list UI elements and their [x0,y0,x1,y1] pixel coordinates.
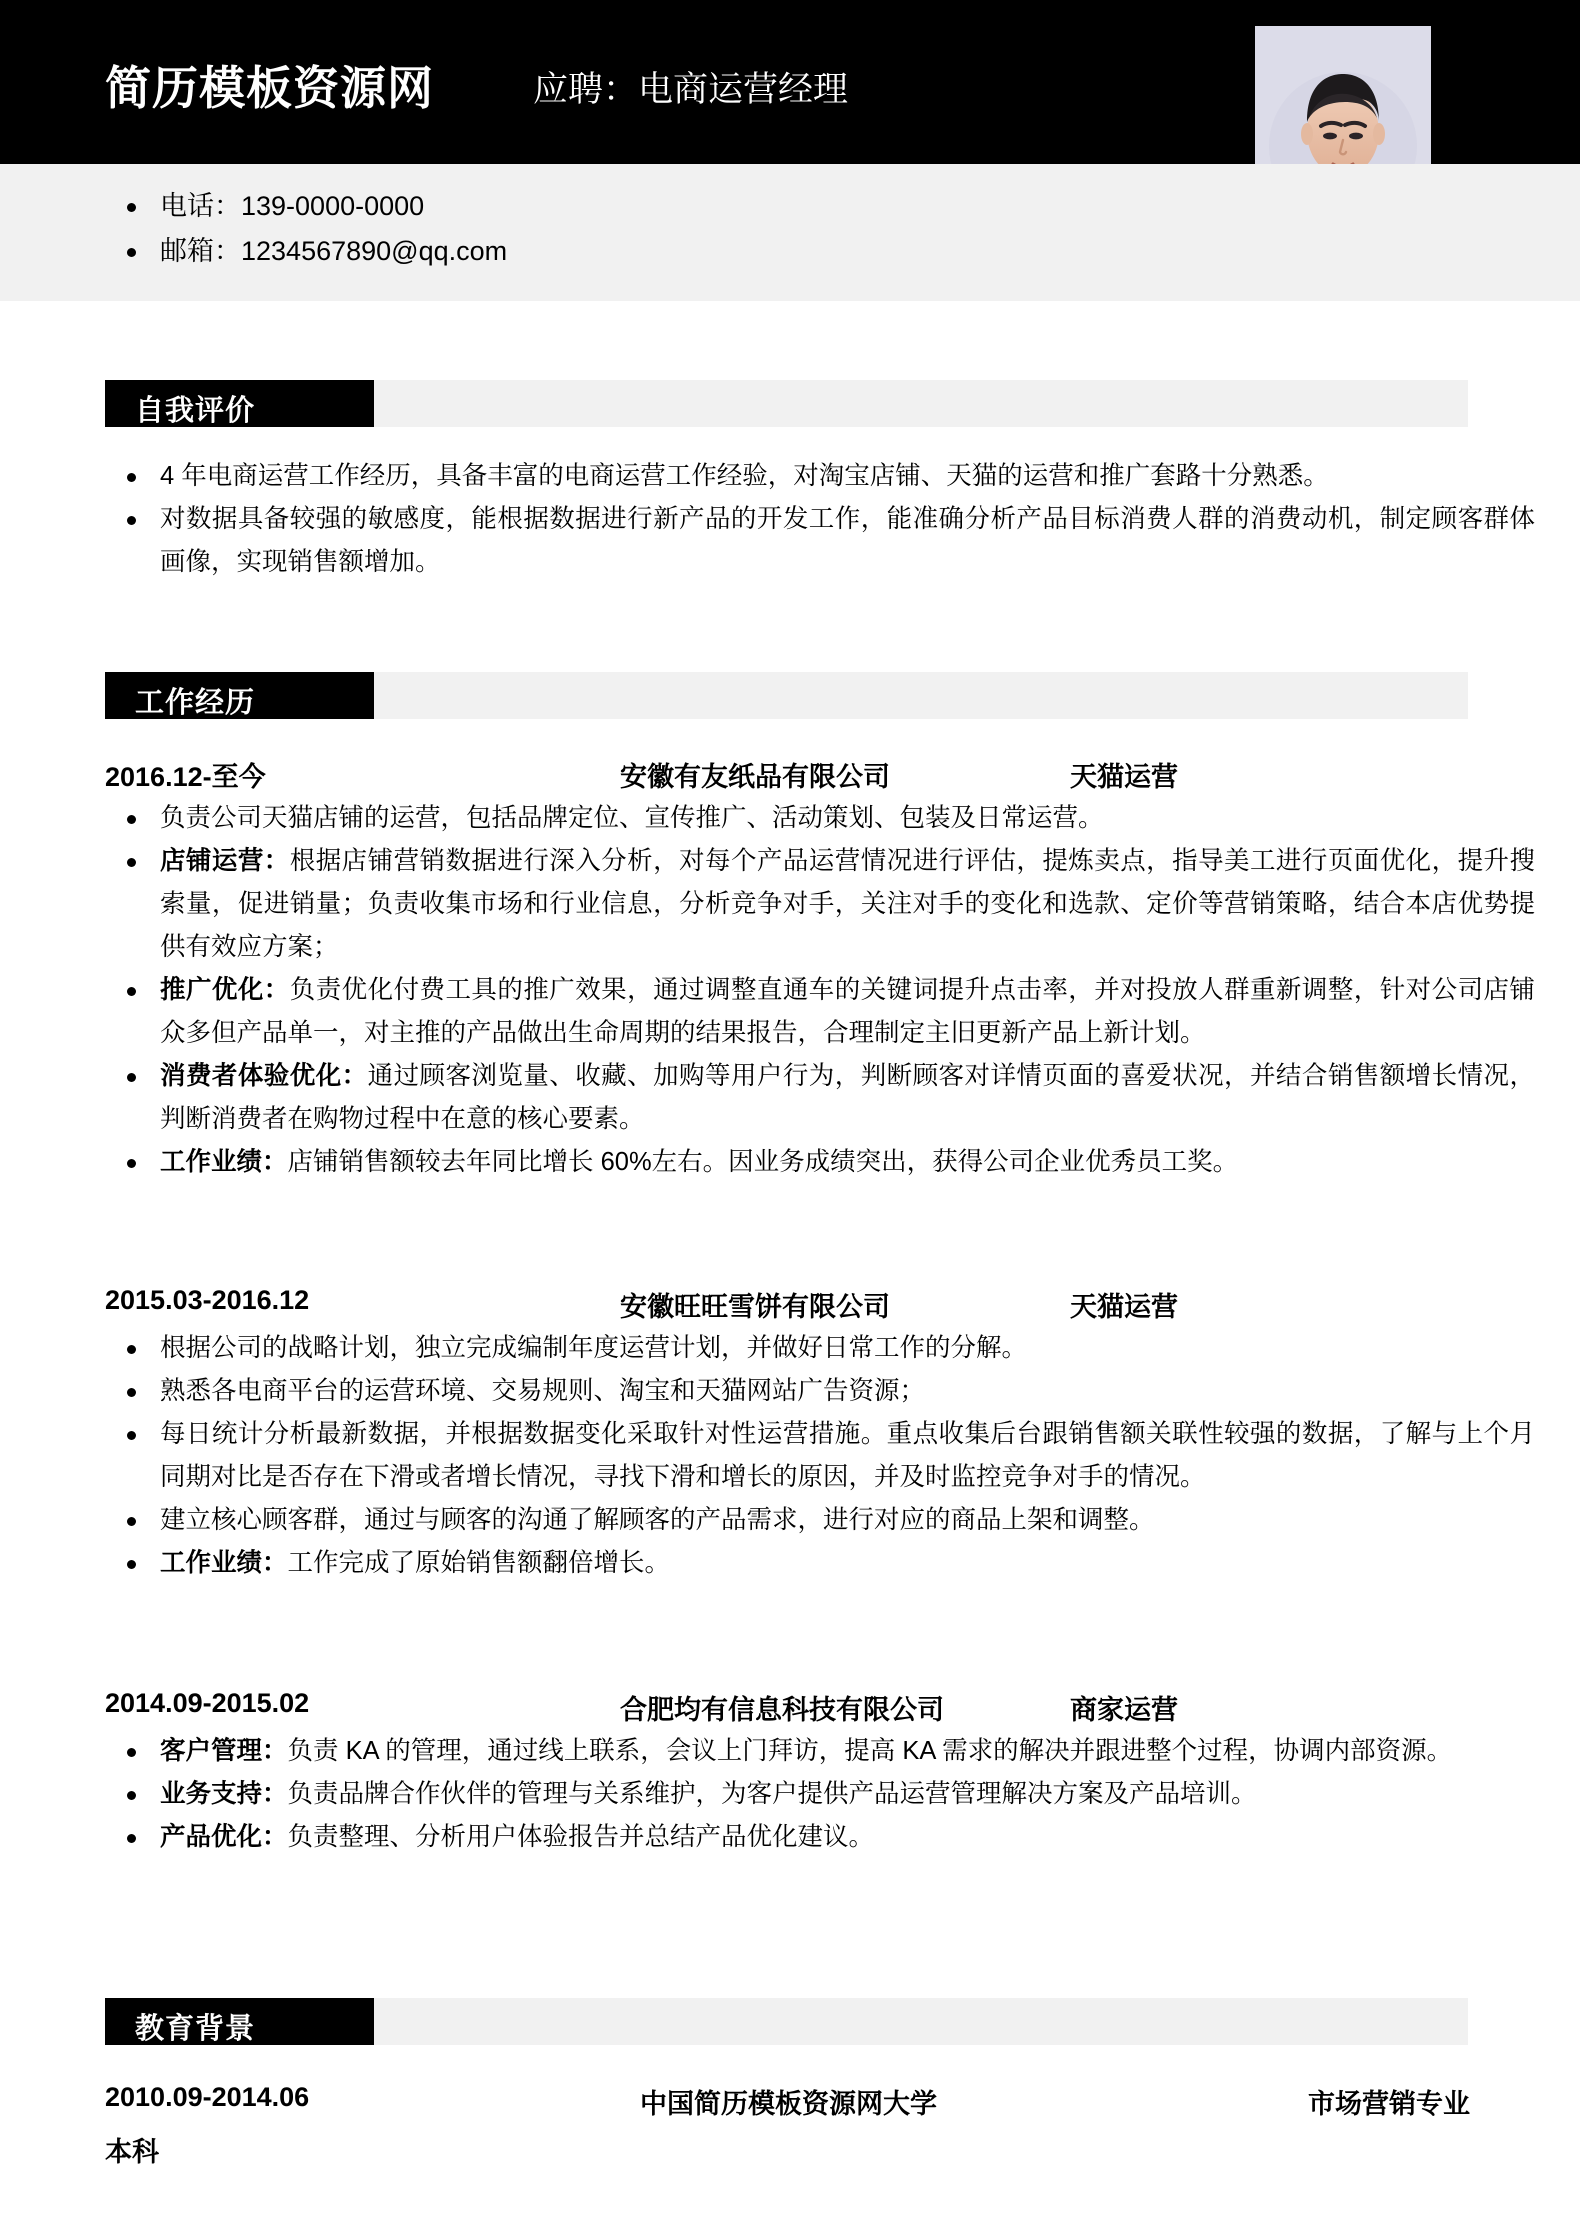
education-major: 市场营销专业 [1308,2089,1470,2119]
brand-title: 简历模板资源网 [105,62,434,114]
bullet-text: 工作完成了原始销售额翻倍增长。 [287,1549,671,1577]
bullet-text: 店铺销售额较去年同比增长 60%左右。因业务成绩突出，获得公司企业优秀员工奖。 [287,1148,1239,1176]
education-degree: 本科 [105,2137,159,2167]
bullet-lead: 工作业绩： [160,1148,288,1176]
applied-position-title: 应聘：电商运营经理 [533,70,849,109]
list-item [160,969,1535,1055]
job-role: 天猫运营 [1070,762,1178,792]
bullet-text: 负责整理、分析用户体验报告并总结产品优化建议。 [287,1823,875,1851]
list-item [160,1370,1535,1413]
bullet-lead: 店铺运营： [160,847,290,875]
contact-item-email: 邮箱：1234567890@qq.com [160,229,507,274]
list-item [160,1542,1535,1585]
list-item [160,1413,1535,1499]
list-item [160,1773,1535,1816]
section-header-work-experience [105,672,1468,719]
list-item [160,1499,1535,1542]
bullet-lead: 客户管理： [160,1737,288,1765]
job-role: 商家运营 [1070,1695,1178,1725]
contact-item-phone: 电话：139-0000-0000 [160,184,507,229]
job-company: 安徽有友纸品有限公司 [620,762,890,792]
list-item [160,1141,1535,1184]
bullet-text: 负责 KA 的管理，通过线上联系，会议上门拜访，提高 KA 需求的解决并跟进整个过程，协调内部资源。 [287,1737,1453,1765]
bullet-lead: 推广优化： [160,976,290,1004]
section-header-education [105,1998,1468,2045]
job-company: 安徽旺旺雪饼有限公司 [620,1292,890,1322]
bullet-text: 负责品牌合作伙伴的管理与关系维护，为客户提供产品运营管理解决方案及产品培训。 [287,1780,1257,1808]
list-item [160,840,1535,969]
bullet-text: 根据公司的战略计划，独立完成编制年度运营计划，并做好日常工作的分解。 [160,1334,1028,1362]
section-title-self-evaluation: 自我评价 [135,395,256,427]
bullet-text: 负责公司天猫店铺的运营，包括品牌定位、宣传推广、活动策划、包装及日常运营。 [160,804,1104,832]
job-date: 2016.12-至今 [105,762,266,792]
bullet-text: 通过顾客浏览量、收藏、加购等用户行为，判断顾客对详情页面的喜爱状况，并结合销售额增长情况，判断消费者在购物过程中在意的核心要素。 [160,1062,1535,1133]
list-item [160,1055,1535,1141]
bullet-text: 根据店铺营销数据进行深入分析，对每个产品运营情况进行评估，提炼卖点，指导美工进行页面优化，提升搜索量，促进销量；负责收集市场和行业信息，分析竞争对手，关注对手的变化和选款、定价等营销策略，结合本店优势提供有效应方案； [160,847,1535,961]
job-header-row [105,1285,1480,1325]
list-item [160,1730,1535,1773]
section-title-education: 教育背景 [135,2013,256,2045]
list-item: 对数据具备较强的敏感度，能根据数据进行新产品的开发工作，能准确分析产品目标消费人群的消费动机，制定顾客群体画像，实现销售额增加。 [160,498,1535,584]
job-bullets-0 [105,797,1535,1184]
job-bullets-1 [105,1327,1535,1585]
section-header-self-evaluation [105,380,1468,427]
self-evaluation-list [105,455,1535,584]
bullet-text: 建立核心顾客群，通过与顾客的沟通了解顾客的产品需求，进行对应的商品上架和调整。 [160,1506,1155,1534]
list-item [160,1327,1535,1370]
contact-list [105,184,507,274]
job-date: 2014.09-2015.02 [105,1688,310,1718]
list-item [160,1816,1535,1859]
bullet-text: 负责优化付费工具的推广效果，通过调整直通车的关键词提升点击率，并对投放人群重新调整，针对公司店铺众多但产品单一，对主推的产品做出生命周期的结果报告，合理制定主旧更新产品上新计划。 [160,976,1535,1047]
bullet-text: 熟悉各电商平台的运营环境、交易规则、淘宝和天猫网站广告资源； [160,1377,926,1405]
job-company: 合肥均有信息科技有限公司 [620,1695,944,1725]
section-title-work-experience: 工作经历 [135,687,256,719]
list-item [160,797,1535,840]
bullet-text: 每日统计分析最新数据，并根据数据变化采取针对性运营措施。重点收集后台跟销售额关联性较强的数据，了解与上个月同期对比是否存在下滑或者增长情况，寻找下滑和增长的原因，并及时监控竞争对手的情况。 [160,1420,1535,1491]
job-bullets-2 [105,1730,1535,1859]
job-date: 2015.03-2016.12 [105,1285,310,1315]
job-header-row [105,755,1480,795]
bullet-lead: 业务支持： [160,1780,288,1808]
job-role: 天猫运营 [1070,1292,1178,1322]
bullet-lead: 消费者体验优化： [160,1062,368,1090]
list-item: 4 年电商运营工作经历，具备丰富的电商运营工作经验，对淘宝店铺、天猫的运营和推广套路十分熟悉。 [160,455,1535,498]
education-date: 2010.09-2014.06 [105,2082,310,2112]
job-header-row [105,1688,1480,1728]
education-school: 中国简历模板资源网大学 [640,2089,937,2119]
bullet-lead: 工作业绩： [160,1549,288,1577]
bullet-lead: 产品优化： [160,1823,288,1851]
